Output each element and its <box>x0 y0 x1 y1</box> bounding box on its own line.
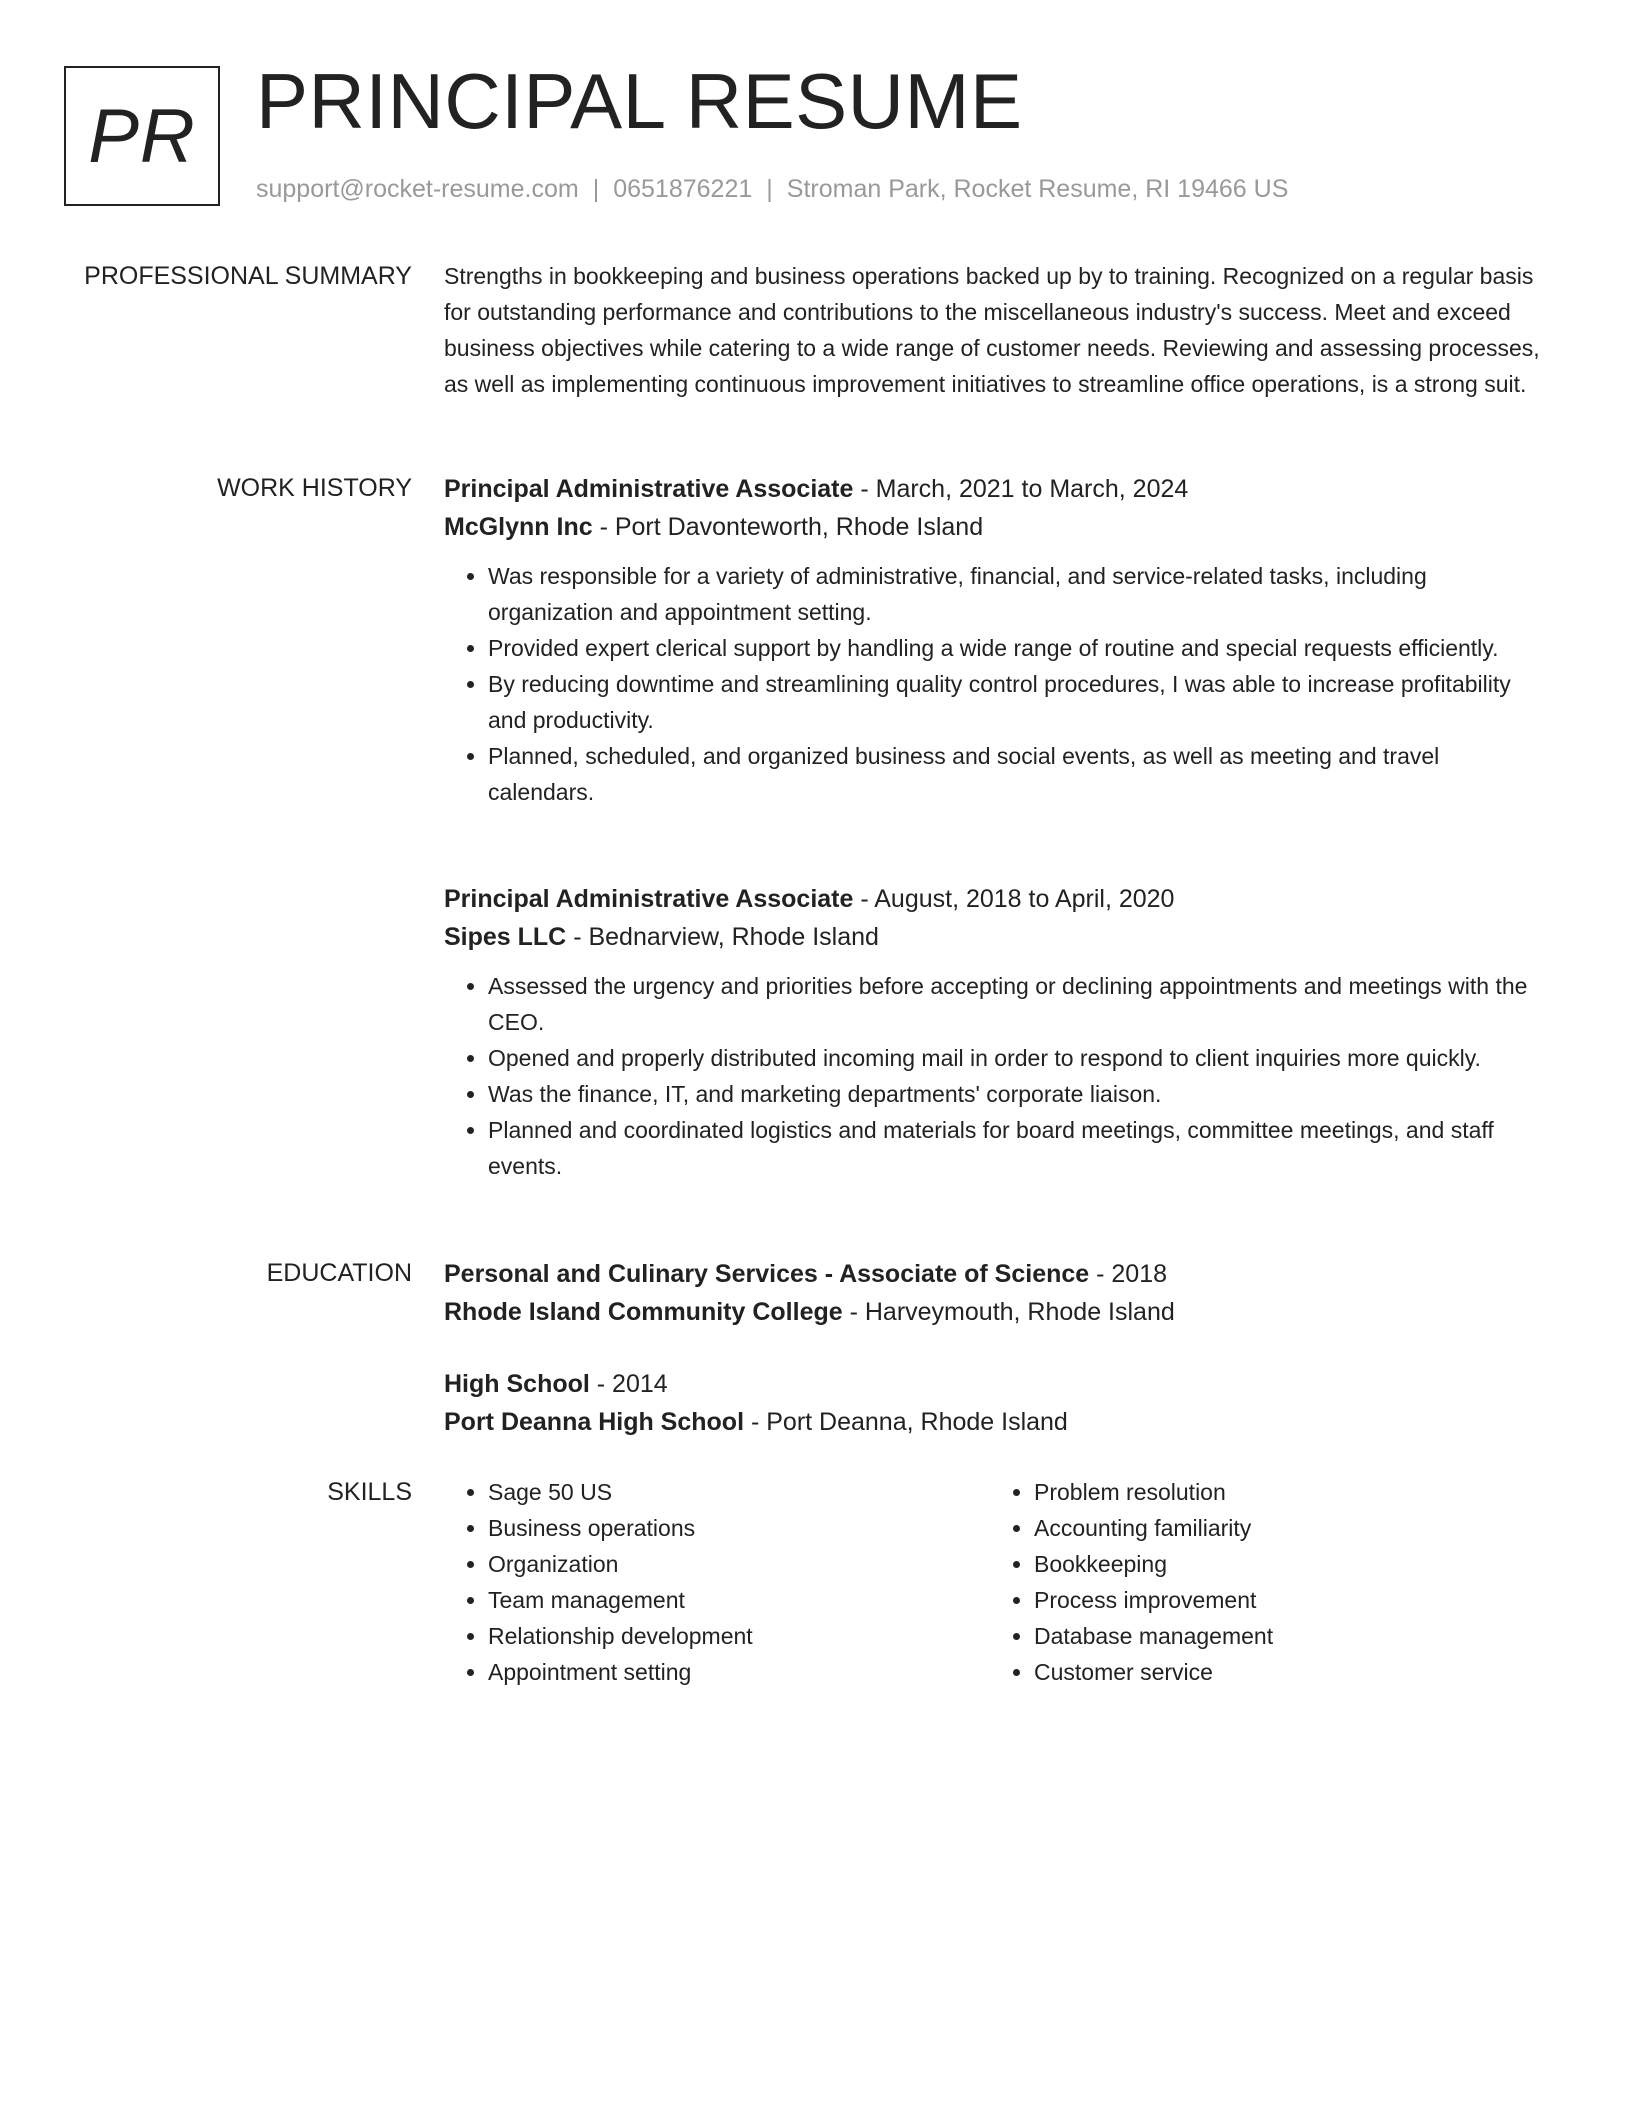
skill-item: • Database management <box>1034 1618 1536 1654</box>
education-degree: High School <box>444 1370 590 1398</box>
section-title: EDUCATION <box>266 1259 412 1287</box>
contact-line <box>256 172 1288 206</box>
section-title: WORK HISTORY <box>217 474 412 502</box>
education-school-line <box>444 1403 1544 1441</box>
contact-address: Stroman Park, Rocket Resume, RI 19466 US <box>786 175 1289 203</box>
education-degree-line <box>444 1365 1544 1403</box>
skills-columns <box>444 1474 1544 1690</box>
job-bullet: • Provided expert clerical support by handling a wide range of routine and special requests efficiently. <box>488 630 1544 666</box>
skills-column-right <box>990 1474 1536 1690</box>
job-bullets <box>444 968 1544 1184</box>
skill-item: • Problem resolution <box>1034 1474 1536 1510</box>
job-bullet: • By reducing downtime and streamlining quality control procedures, I was able to increase profitability and productivity. <box>488 666 1544 738</box>
skill-item: • Sage 50 US <box>488 1474 990 1510</box>
resume-title: PRINCIPAL RESUME <box>256 57 1023 145</box>
job-location: - Port Davonteworth, Rhode Island <box>592 513 984 541</box>
education-location: - Harveymouth, Rhode Island <box>842 1298 1175 1326</box>
skill-item: • Organization <box>488 1546 990 1582</box>
job-company-line <box>444 508 1544 546</box>
contact-phone[interactable]: 0651876221 <box>613 175 753 203</box>
skill-item: • Appointment setting <box>488 1654 990 1690</box>
job-bullet: • Opened and properly distributed incoming mail in order to respond to client inquiries more quickly. <box>488 1040 1544 1076</box>
education-year: - 2014 <box>589 1370 668 1398</box>
job-location: - Bednarview, Rhode Island <box>566 923 879 951</box>
job-company-line <box>444 918 1544 956</box>
contact-separator: | <box>592 175 600 203</box>
skill-item: • Process improvement <box>1034 1582 1536 1618</box>
job-bullet: • Assessed the urgency and priorities before accepting or declining appointments and meetings with the CEO. <box>488 968 1544 1040</box>
job-dates: - March, 2021 to March, 2024 <box>853 475 1189 503</box>
job-company: Sipes LLC <box>444 923 567 951</box>
job-bullet: • Was the finance, IT, and marketing departments' corporate liaison. <box>488 1076 1544 1112</box>
job-title-line <box>444 470 1544 508</box>
skill-item: • Business operations <box>488 1510 990 1546</box>
job-position: Principal Administrative Associate <box>444 885 854 913</box>
skill-item: • Accounting familiarity <box>1034 1510 1536 1546</box>
education-school: Port Deanna High School <box>444 1408 745 1436</box>
job-bullet: • Planned and coordinated logistics and materials for board meetings, committee meetings, and staff events. <box>488 1112 1544 1184</box>
job-position: Principal Administrative Associate <box>444 475 854 503</box>
job-dates: - August, 2018 to April, 2020 <box>853 885 1175 913</box>
summary-text: Strengths in bookkeeping and business operations backed up by to training. Recognized on a regular basis for outstanding performance and contributions to the miscellaneous industry's success. Meet and exceed business objectives while catering to a wide range of customer needs. Reviewing and assessing processes, as well as implementing continuous improvement initiatives to streamline office operations, is a strong suit. <box>444 263 1540 397</box>
education-degree: Personal and Culinary Services - Associate of Science <box>444 1260 1090 1288</box>
skills-column-left <box>444 1474 990 1690</box>
skills-list <box>444 1474 990 1690</box>
job-entry <box>444 470 1544 810</box>
job-bullet: • Was responsible for a variety of administrative, financial, and service-related tasks, including organization and appointment setting. <box>488 558 1544 630</box>
education-degree-line <box>444 1255 1544 1293</box>
monogram-logo: PR <box>64 66 220 206</box>
contact-email[interactable]: support@rocket-resume.com <box>256 175 579 203</box>
job-bullets <box>444 558 1544 810</box>
section-title: PROFESSIONAL SUMMARY <box>84 262 412 290</box>
education-school-line <box>444 1293 1544 1331</box>
skill-item: • Customer service <box>1034 1654 1536 1690</box>
skill-item: • Relationship development <box>488 1618 990 1654</box>
contact-separator: | <box>766 175 773 203</box>
skill-item: • Team management <box>488 1582 990 1618</box>
education-entry <box>444 1365 1544 1441</box>
job-company: McGlynn Inc <box>444 513 593 541</box>
section-title: SKILLS <box>327 1478 412 1506</box>
job-bullet: • Planned, scheduled, and organized business and social events, as well as meeting and travel calendars. <box>488 738 1544 810</box>
education-entry <box>444 1255 1544 1331</box>
job-entry <box>444 880 1544 1184</box>
education-school: Rhode Island Community College <box>444 1298 843 1326</box>
education-year: - 2018 <box>1089 1260 1168 1288</box>
skills-list <box>990 1474 1536 1690</box>
education-location: - Port Deanna, Rhode Island <box>744 1408 1068 1436</box>
job-title-line <box>444 880 1544 918</box>
skill-item: • Bookkeeping <box>1034 1546 1536 1582</box>
